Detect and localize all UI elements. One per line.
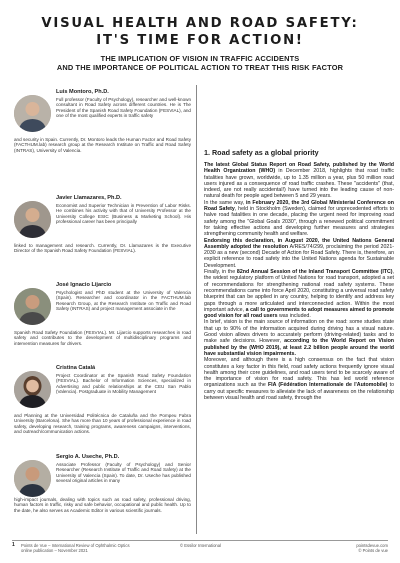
- author-photo: [14, 460, 51, 497]
- paragraph: In brief, vision is the main source of information on the road: some studies state that up to 90% of the information acquired during driving has a visual nature. Good vision allows drivers to accurately perform (driving-related) tasks and to make safe decisions. However, according to the World Report on Vision published by the (WHO 2019), at least 2.2 billion people around the world have substantial vision impairments.: [204, 319, 395, 357]
- journal-info: [21, 543, 171, 553]
- journal-name: Points de Vue – International Review of Ophthalmic Optics: [21, 543, 130, 548]
- author-name: Sergio A. Useche, Ph.D.: [56, 454, 120, 460]
- paragraph: Moreover, and although there is a high consensus on the fact that vision constitutes a key factor in this field, road safety actions frequently ignore visual health among their core guidelines, and road users tend to be scarcely aware of the importance of vision for road safety. This has led world reference organizations such as the FIA (Fédération Internationale de l'Automobile) to carry out specific measures to alleviate the lack of awareness on the relationship between visual health and road safety, through the: [204, 357, 395, 401]
- author-name: Javier Llamazares, Ph.D.: [56, 195, 122, 201]
- author-bio-continued: high-impact journals, dealing with topics such as road safety, professional driving, human factors in traffic, risky and safe behavior, occupational and public health. Up to the date, he also serves as Academic Editor in various scientific journals.: [14, 497, 191, 513]
- author-name: Cristina Catalá: [56, 365, 96, 371]
- author-photo: [14, 201, 51, 238]
- title-line-2: IT'S TIME FOR ACTION!: [96, 32, 304, 48]
- site-link[interactable]: pointsdevue.com: [356, 543, 388, 548]
- paragraph: Endorsing this declaration, in August 2020, the United Nations General Assembly adopted the resolution A/RES/74/299, proclaiming the period 2021-2030 as a new (second) Decade of Action for Road Safety. There is, therefore, an explicit reference to road safety into the United Nations agenda for Sustainable Development.: [204, 237, 394, 269]
- author-bio-continued: and Planning at the Universidad Politécnica de Cataluña and the Pompeu Fabra University (Barcelona). She has more than 10 years of professional experience in road safety, developing research, training programs, awareness campaigns, interventions, and outreach/communication actions.: [14, 413, 191, 435]
- site-info: [356, 543, 388, 553]
- author-bio-continued: and security in Spain. Currently, Dr. Montoro leads the Human Factor and Road Safety (FACTHUM.lab) research group at the Research Institute on Traffic and Road Safety (INTRAS), University of Valencia.: [14, 137, 191, 153]
- column-divider: [196, 85, 197, 534]
- subtitle-line-1: THE IMPLICATION OF VISION IN TRAFFIC ACCIDENTS: [100, 54, 300, 63]
- author-card-llamazares: [0, 196, 193, 266]
- author-photo: [14, 288, 51, 325]
- author-bio: Economist and Superior Technician in Prevention of Labor Risks. He combines his activity with that of University Professor at the University College ESIC (Business & Marketing School). His professional career has been principally: [56, 203, 191, 225]
- author-name: Luis Montoro, Ph.D.: [56, 89, 109, 95]
- article-body: [204, 162, 394, 401]
- author-photo: [14, 371, 51, 408]
- author-bio: Associate Professor (Faculty of Psychology) and Senior Researcher (Research Institute of Traffic and Road Safety) at the University of Valencia (Spain). To date, Dr. Useche has published several original articles in many: [56, 462, 191, 484]
- author-card-lijarcio: [0, 283, 193, 363]
- section-heading: 1. Road safety as a global priority: [204, 148, 319, 157]
- author-name: José Ignacio Lijarcio: [56, 282, 112, 288]
- footer-rule: [12, 540, 388, 541]
- author-bio: Full professor (Faculty of Psychology), researcher and well-known consultant in Road Safety across different countries. He is The President of the Spanish Road Safety Foundation (FESVIAL), and one of the most qualified experts in traffic safety: [56, 97, 191, 119]
- author-card-montoro: [0, 90, 193, 172]
- author-card-catala: [0, 366, 193, 452]
- author-card-useche: [0, 455, 193, 535]
- copyright: © Essilor International: [180, 543, 222, 548]
- author-photo: [14, 95, 51, 132]
- paragraph: The latest Global Status Report on Road Safety, published by the World Health Organization (WHO) in December 2018, highlights that road traffic fatalities have grown, worldwide, up to 1.35 million a year, plus 50 million road users injured as a consequence of road traffic crashes. These "accidents" (that, indeed, are not really accidental!) have turned into the leading cause of non-natural death for people aged between 5 and 29 years.: [204, 162, 394, 200]
- author-bio-continued: linked to management and research. Currently, Dr. Llamazares is the Executive Director of the Spanish Road Safety Foundation (FESVIAL).: [14, 243, 191, 254]
- author-bio-continued: Spanish Road Safety Foundation (FESVIAL). Mr. Lijarcio supports researches in road safety and contributes to the development of multidisciplinary programs and intervention measures for drivers.: [14, 330, 191, 346]
- page-number: 1: [12, 542, 15, 548]
- author-bio: Psychologist and PhD student at the University of Valencia (Spain). Researcher and coordinator in the FACTHUM.lab Research Group, at the Research Institute on Traffic and Road Safety (INTRAS) and project management associate in the: [56, 290, 191, 312]
- article-subtitle: [0, 54, 400, 73]
- title-line-1: VISUAL HEALTH AND ROAD SAFETY:: [41, 16, 359, 31]
- article-title: [0, 16, 400, 49]
- paragraph: Finally, in the 82nd Annual Session of the Inland Transport Committee (ITC), the widest regulatory platform of United Nations for road transport, adopted a set of recommendations for strengthening national road safety systems. These recommendations came into force April 2020, constituting a universal road safety blueprint that can be applied in any country, helping to identify and address key gaps through a more articulated and interconnected action. Within the most important advice, a call to governments to adopt measures aimed to promote good vision for all road users was included.: [204, 269, 395, 320]
- publication-date: online publication – November 2021: [21, 548, 88, 553]
- subtitle-line-2: AND THE IMPORTANCE OF POLITICAL ACTION TO TREAT THIS RISK FACTOR: [56, 63, 344, 73]
- paragraph: In the same way, in February 2020, the 3rd Global Ministerial Conference on Road Safety, held in Stockholm (Sweden), claimed for unprecedented efforts to halve road fatalities in one decade, placing the urgent need for improving road safety among the "Global Goals 2030", through a renewed political commitment for taking effective actions and developing further measures and strategies strengthening community health and welfare.: [204, 199, 395, 238]
- site-copyright: © Points de vue: [358, 548, 388, 553]
- author-bio: Project Coordinator at the Spanish Road Safety Foundation (FESVIAL). Bachelor of Information Sciences, specialized in Advertising and public relationships at the CEU San Pablo (Valencia). Postgraduate in Mobility Management: [56, 373, 191, 395]
